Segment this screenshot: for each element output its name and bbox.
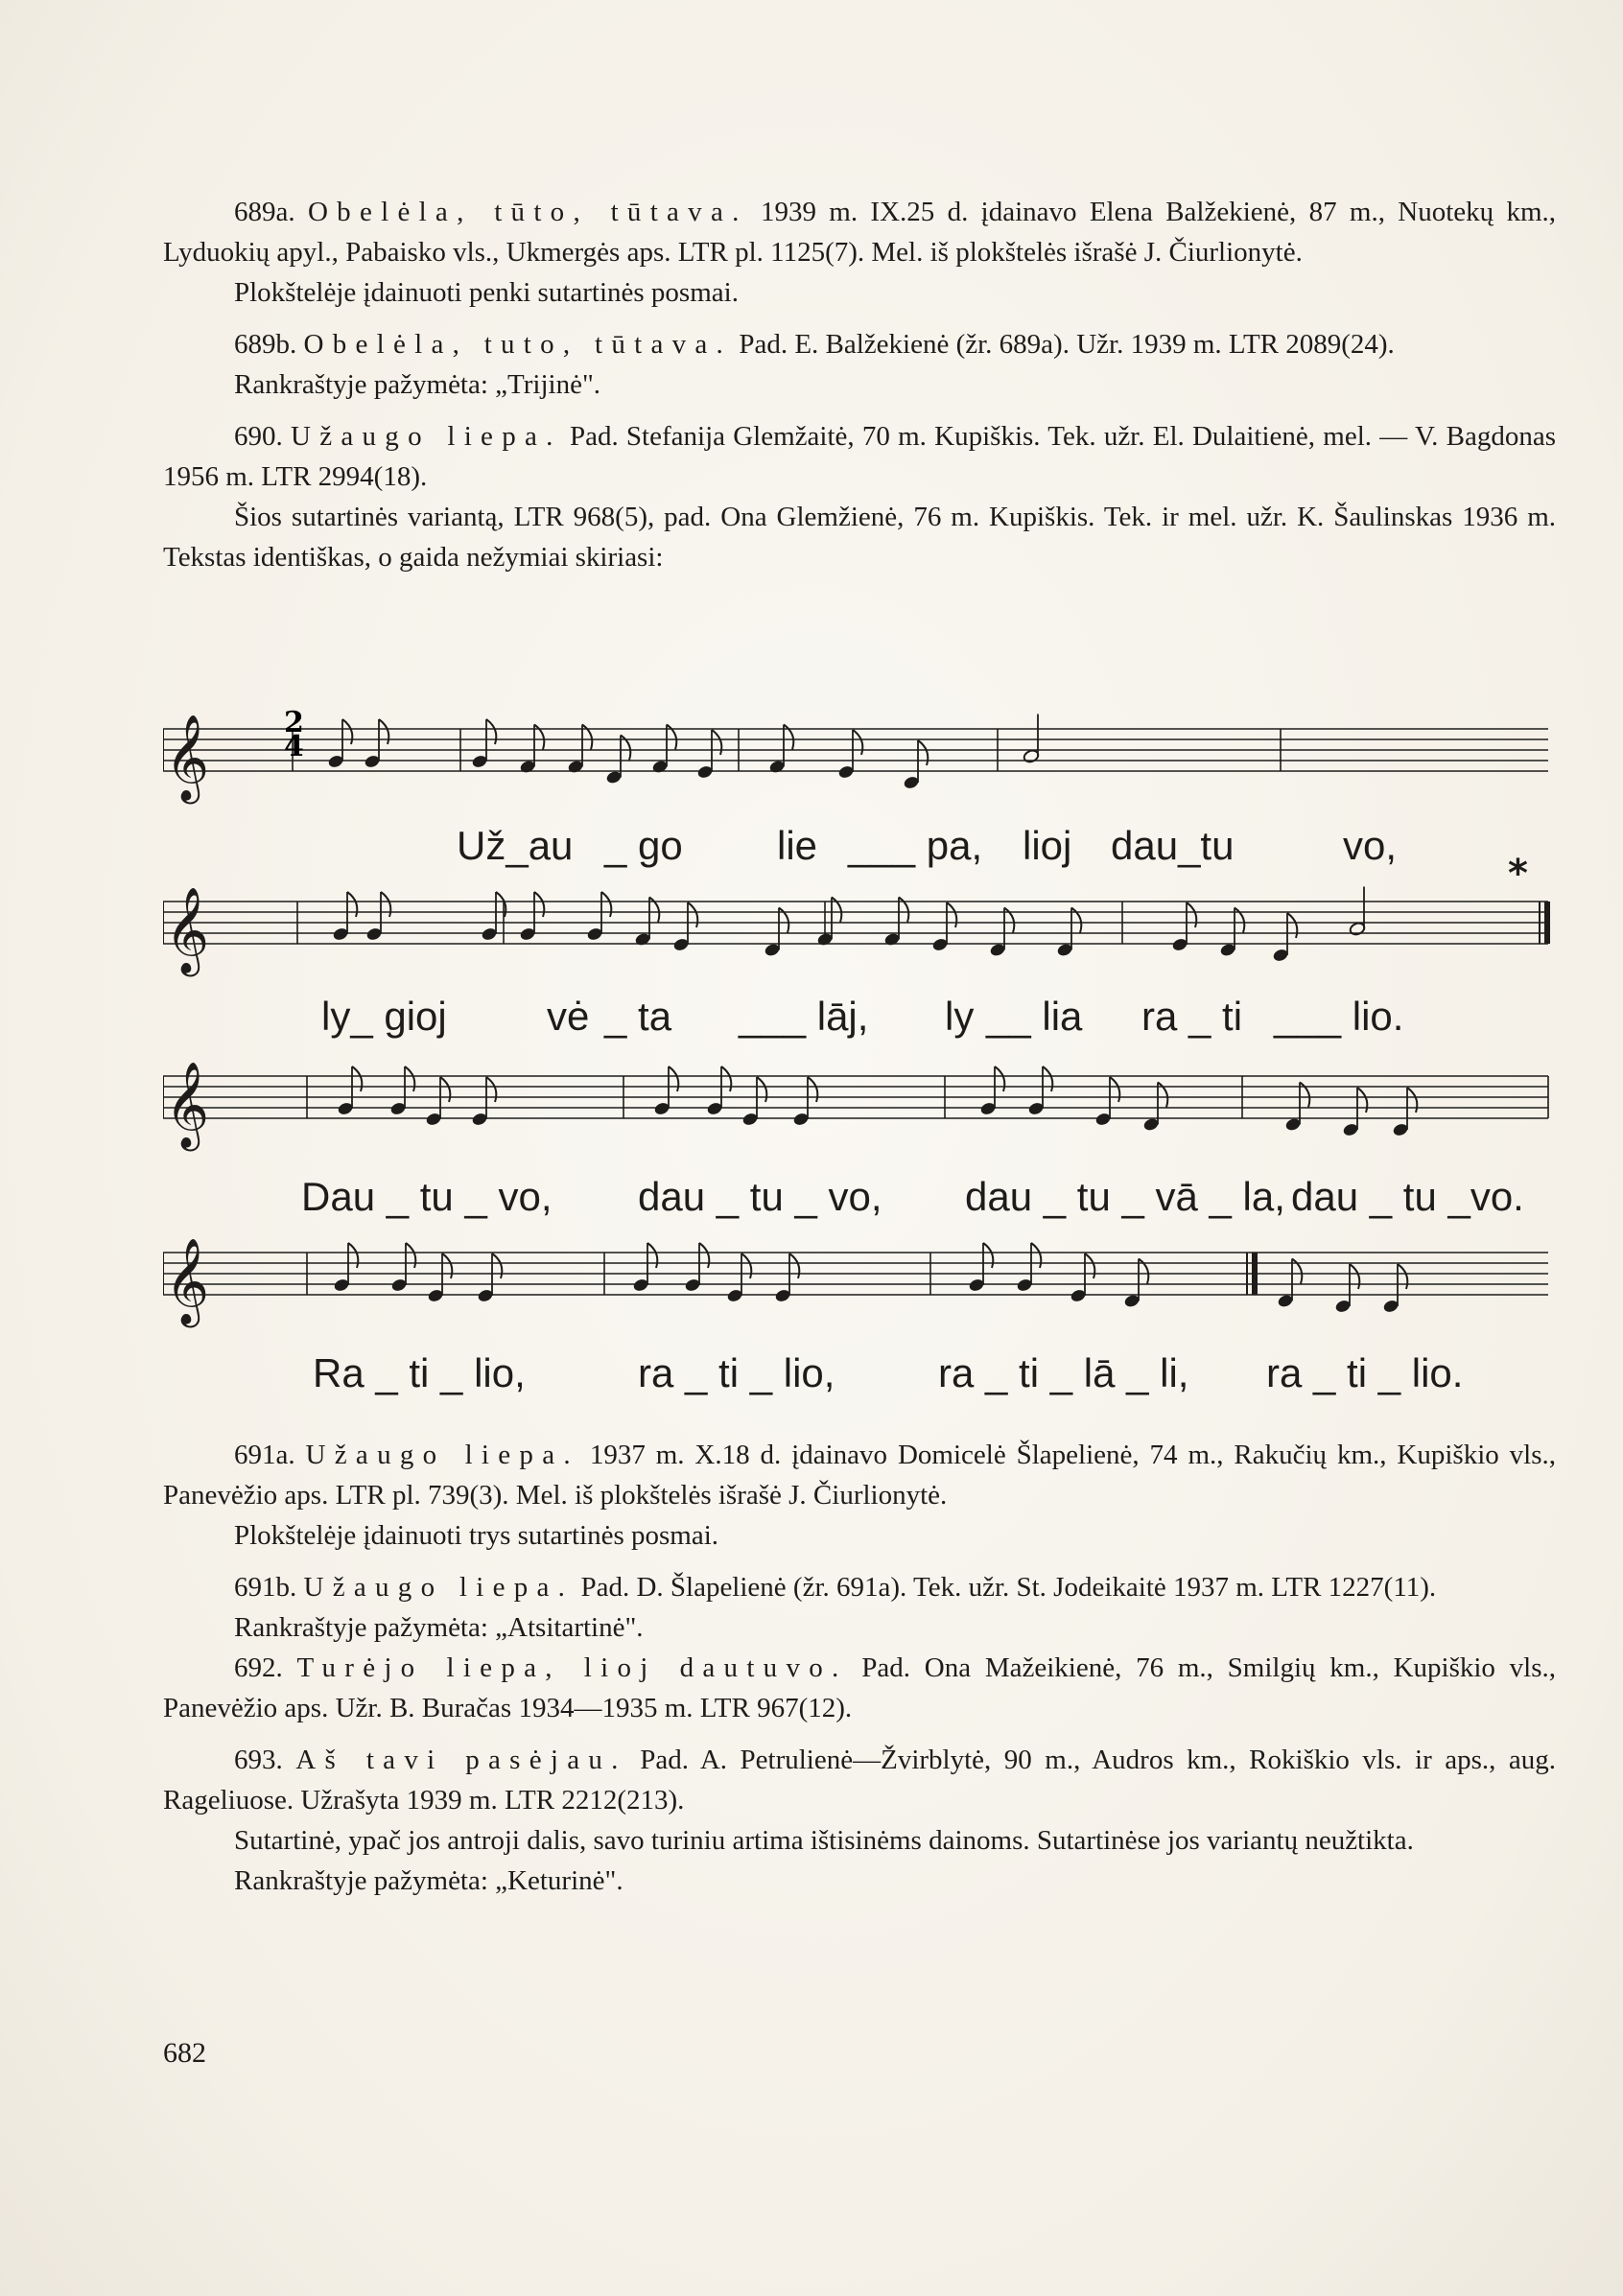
note-flag — [918, 740, 928, 765]
entry-number: 691a. — [234, 1440, 295, 1470]
lyric-syllable: lie — [777, 823, 818, 868]
entry-text: Pad. Stefanija Glemžaitė, 70 m. Kupiškis. Tek. užr. El. Dulaitienė, mel. — V. Bagdonas 1956 m. LTR 2994(18). — [163, 421, 1557, 492]
entry-title: Užaugo liepa. — [291, 421, 562, 452]
entry-text: Pad. E. Balžekienė (žr. 689a). Užr. 1939 m. LTR 2089(24). — [739, 329, 1395, 360]
lyric-syllable: ly — [945, 994, 975, 1039]
entry-689a — [163, 192, 1556, 272]
entry-title: Aš tavi pasėjau. — [295, 1745, 627, 1775]
lyric-syllable: ___ lāj, — [739, 994, 869, 1039]
note-flag — [352, 1066, 362, 1091]
entry-689b-note: Rankraštyje pažymėta: „Trijinė". — [234, 369, 601, 400]
note-flag — [406, 1243, 415, 1268]
time-signature-bottom: 4 — [284, 730, 304, 763]
entry-text: Pad. A. Petrulienė—Žvirblytė, 90 m., Audros km., Rokiškio vls. ir aps., aug. Rageliuose. Užrašyta 1939 m. LTR 2212(213). — [163, 1745, 1557, 1816]
asterisk-mark: * — [1508, 852, 1528, 896]
lyric-syllable: ___ lio. — [1274, 994, 1404, 1039]
page-number: 682 — [163, 2037, 206, 2069]
note-flag — [1350, 1264, 1359, 1289]
treble-clef-icon: 𝄞 — [165, 715, 210, 801]
entry-title: Obelėla, tuto, tūtava. — [303, 329, 733, 360]
note-flag — [1031, 1243, 1041, 1268]
note-flag — [1398, 1264, 1407, 1289]
note-flag — [486, 1077, 496, 1102]
lyric-syllable: Ra _ ti _ lio, — [313, 1350, 526, 1395]
note-flag — [1407, 1088, 1417, 1113]
note-flag — [853, 730, 862, 755]
entry-689a-note: Plokštelėje įdainuoti penki sutartinės posmai. — [234, 277, 739, 308]
note-flag — [601, 892, 611, 917]
entry-693-note: Sutartinė, ypač jos antroji dalis, savo turiniu artima ištisinėms dainoms. Sutartinėse jos variantų neužtikta. — [234, 1825, 1414, 1856]
entry-text: 1939 m. IX.25 d. įdainavo Elena Balžekienė, 87 m., Nuotekų km., Lyduokių apyl., Pabaisko vls., Ukmergės aps. LTR pl. 1125(7). Mel. iš plokštelės išrašė J. Čiurlionytė. — [163, 197, 1557, 268]
entry-title: Užaugo liepa. — [303, 1572, 575, 1603]
lyric-syllable: _ go — [604, 823, 683, 868]
note-flag — [808, 1077, 817, 1102]
entry-number: 692. — [234, 1652, 283, 1683]
lyrics-line-1 — [163, 823, 1556, 880]
note-flag — [1110, 1077, 1119, 1102]
note-flag — [492, 1253, 502, 1278]
note-flag — [757, 1077, 766, 1102]
note-flag — [983, 1243, 993, 1268]
note-flag — [721, 1066, 731, 1091]
top-text-block — [163, 192, 1556, 577]
lyric-syllable: ___ pa, — [848, 823, 983, 868]
lyric-syllable: Už_au — [457, 823, 574, 868]
entry-692 — [163, 1648, 1556, 1728]
note-flag — [699, 1243, 709, 1268]
entry-number: 690. — [234, 421, 283, 452]
note-flag — [647, 1243, 657, 1268]
entry-690-variant-note: Šios sutartinės variantą, LTR 968(5), pad. Ona Glemžienė, 76 m. Kupiškis. Tek. ir mel. užr. K. Šaulinskas 1936 m. Tekstas identiškas, o gaida nežymiai skiriasi: — [163, 502, 1556, 573]
lyrics-line-3 — [163, 1174, 1556, 1231]
note-flag — [348, 1243, 358, 1268]
lyric-syllable: dau _ tu _ vā _ la, — [965, 1174, 1285, 1219]
note-flag — [442, 1253, 452, 1278]
treble-clef-icon: 𝄞 — [165, 1062, 210, 1148]
lyric-syllable: ra _ ti — [1141, 994, 1243, 1039]
note-flag — [405, 1066, 414, 1091]
entry-text: Pad. Ona Mažeikienė, 76 m., Smilgių km., Kupiškio vls., Panevėžio aps. Užr. B. Buračas 1934—1935 m. LTR 967(12). — [163, 1652, 1556, 1723]
note-flag — [347, 892, 357, 917]
time-signature-top: 2 — [284, 706, 304, 739]
lyric-syllable: Dau _ tu _ vo, — [301, 1174, 553, 1219]
lyric-syllable: __ lia — [986, 994, 1083, 1039]
treble-clef-icon: 𝄞 — [165, 1238, 210, 1324]
note-flag — [947, 902, 956, 927]
lyric-syllable: vo, — [1343, 823, 1398, 868]
note-flag — [381, 892, 390, 917]
note-flag — [741, 1253, 751, 1278]
bottom-text-block — [163, 1435, 1556, 1901]
entry-691b — [163, 1567, 1556, 1607]
entry-title: Obelėla, tūto, tūtava. — [307, 197, 748, 227]
entry-number: 693. — [234, 1745, 283, 1775]
entry-690 — [163, 416, 1556, 497]
lyric-syllable: dau_tu — [1111, 823, 1235, 868]
entry-691a — [163, 1435, 1556, 1515]
entry-number: 689a. — [234, 197, 295, 227]
lyric-syllable: _ ta — [604, 994, 672, 1039]
entry-689b — [163, 324, 1556, 364]
note-flag — [534, 892, 544, 917]
entry-number: 689b. — [234, 329, 297, 360]
lyric-syllable: ra _ ti _ lio. — [1266, 1350, 1464, 1395]
entry-number: 691b. — [234, 1572, 297, 1603]
lyric-syllable: vė — [547, 994, 590, 1039]
note-flag — [440, 1077, 450, 1102]
lyric-syllable: dau _ tu _ vo, — [638, 1174, 882, 1219]
note-flag — [379, 719, 388, 744]
note-flag — [712, 730, 721, 755]
note-flag — [342, 719, 352, 744]
note-flag — [995, 1066, 1004, 1091]
note-flag — [688, 902, 697, 927]
note-flag — [1187, 902, 1196, 927]
entry-text: 1937 m. X.18 d. įdainavo Domicelė Šlapelienė, 74 m., Rakučių km., Kupiškio vls., Panevėžio aps. LTR pl. 739(3). Mel. iš plokštelės išrašė J. Čiurlionytė. — [163, 1440, 1557, 1511]
entry-691b-note: Rankraštyje pažymėta: „Atsitartinė". — [234, 1612, 644, 1643]
note-flag — [1357, 1088, 1367, 1113]
lyrics-line-4 — [163, 1350, 1556, 1408]
treble-clef-icon: 𝄞 — [165, 887, 210, 973]
note-flag — [789, 1253, 799, 1278]
music-notation — [163, 689, 1556, 1410]
note-flag — [1085, 1253, 1094, 1278]
entry-text: Pad. D. Šlapelienė (žr. 691a). Tek. užr. St. Jodeikaitė 1937 m. LTR 1227(11). — [580, 1572, 1437, 1603]
lyric-syllable: ra _ ti _ lā _ li, — [938, 1350, 1189, 1395]
entry-693-manuscript-note: Rankraštyje pažymėta: „Keturinė". — [234, 1865, 623, 1896]
entry-691a-note: Plokštelėje įdainuoti trys sutartinės posmai. — [234, 1520, 719, 1551]
lyric-syllable: dau _ tu _vo. — [1291, 1174, 1524, 1219]
entry-title: Užaugo liepa. — [305, 1440, 579, 1470]
note-flag — [486, 719, 496, 744]
lyrics-line-2 — [163, 994, 1556, 1051]
entry-title: Turėjo liepa, lioj dautuvo. — [296, 1652, 848, 1683]
lyric-syllable: lioj — [1023, 823, 1072, 868]
note-flag — [669, 1066, 678, 1091]
lyric-syllable: ra _ ti _ lio, — [638, 1350, 835, 1395]
entry-693 — [163, 1740, 1556, 1820]
note-flag — [1043, 1066, 1052, 1091]
lyric-syllable: ly_ gioj — [321, 994, 447, 1039]
note-flag — [1287, 913, 1297, 938]
